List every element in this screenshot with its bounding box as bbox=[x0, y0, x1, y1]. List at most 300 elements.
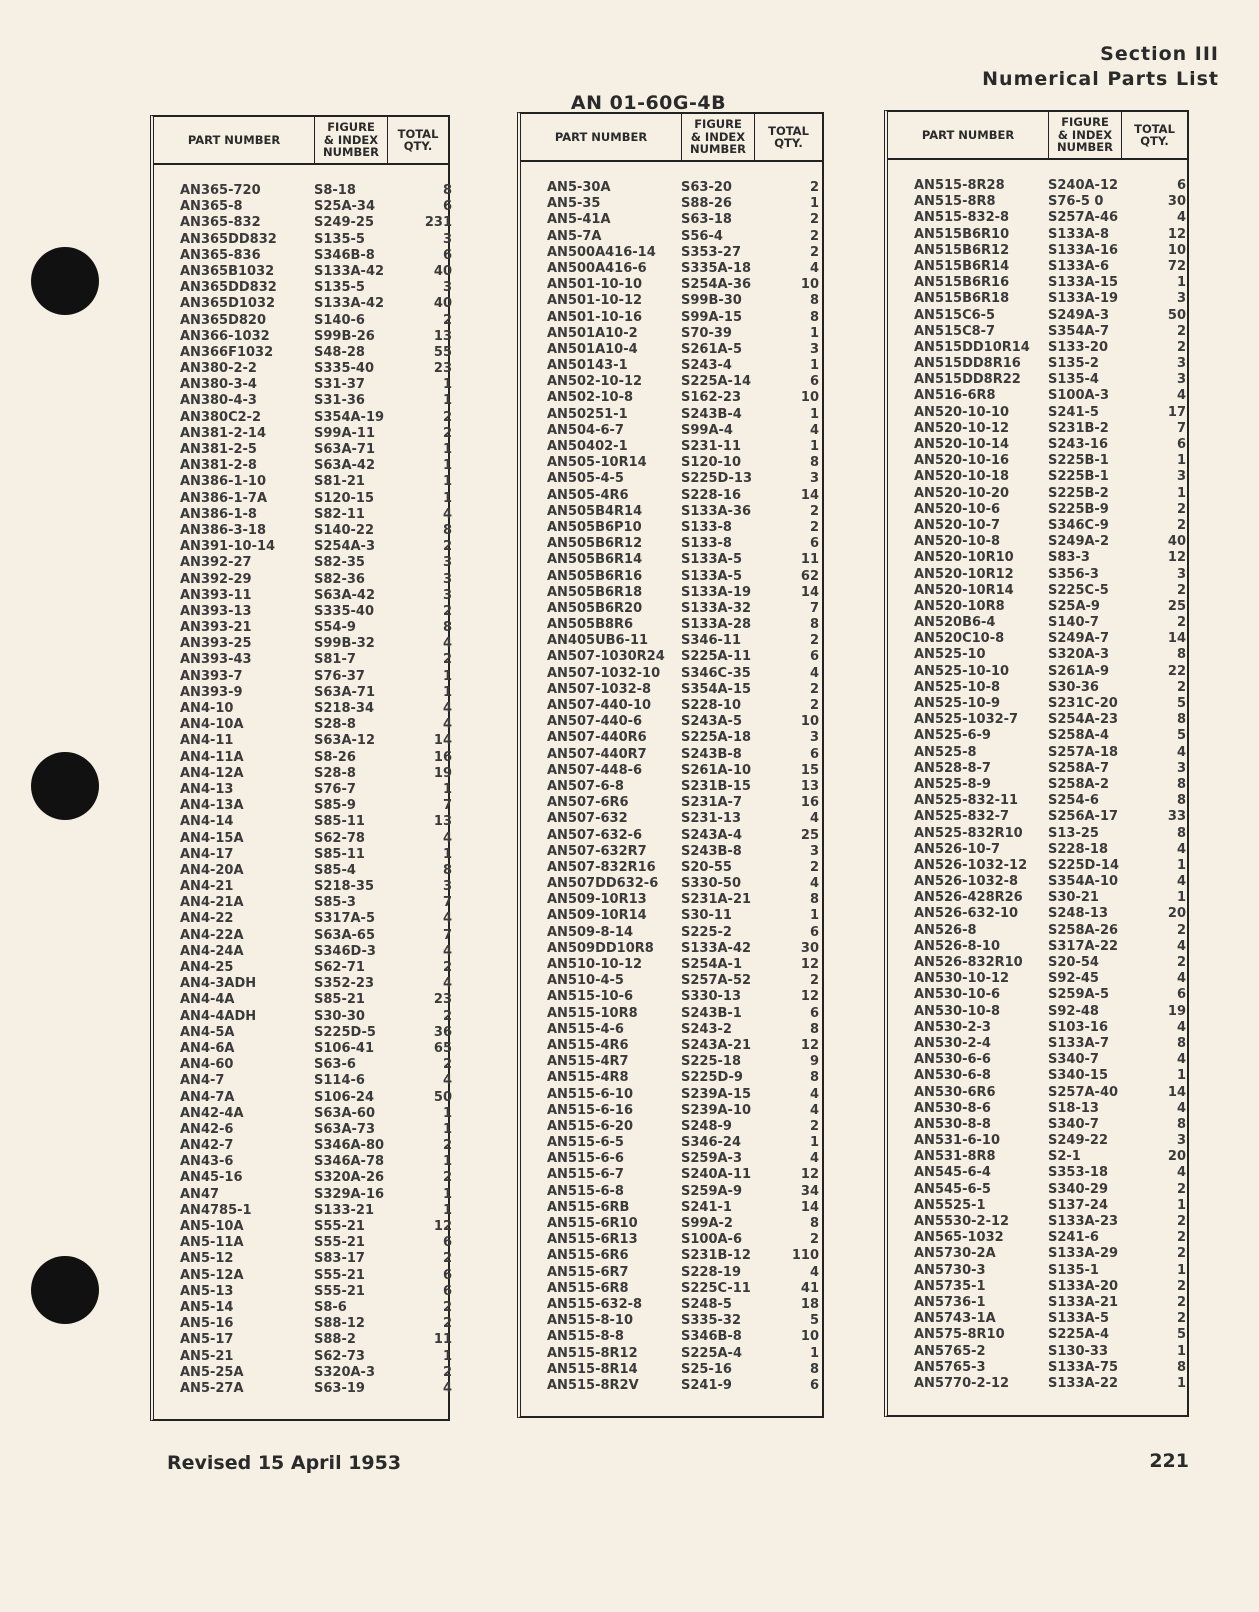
table-row bbox=[521, 229, 822, 245]
binder-hole bbox=[31, 1256, 99, 1324]
part-number: AN5-16 bbox=[180, 1316, 234, 1332]
table-row bbox=[154, 603, 452, 620]
part-number: AN515-6R6 bbox=[547, 1248, 629, 1264]
table-row bbox=[154, 1299, 452, 1316]
figure-index: S8-18 bbox=[314, 183, 356, 198]
total-qty: 7 bbox=[1176, 420, 1186, 436]
figure-index: S257A-40 bbox=[1048, 1084, 1119, 1100]
figure-index: S225B-2 bbox=[1048, 485, 1109, 501]
total-qty: 1 bbox=[442, 1121, 452, 1137]
figure-index: S218-34 bbox=[314, 701, 374, 716]
part-number: AN5530-2-12 bbox=[914, 1214, 1010, 1229]
total-qty: 2 bbox=[1176, 922, 1186, 938]
table-row bbox=[154, 247, 452, 264]
table-row bbox=[154, 1316, 452, 1332]
header-label: QTY. bbox=[774, 136, 803, 150]
table-row bbox=[154, 927, 452, 944]
part-number: AN510-10-12 bbox=[547, 957, 643, 972]
figure-index: S241-5 bbox=[1048, 404, 1099, 420]
figure-index: S335-40 bbox=[314, 603, 374, 619]
table-row bbox=[888, 388, 1187, 404]
part-number: AN42-7 bbox=[180, 1138, 234, 1154]
total-qty: 2 bbox=[442, 652, 452, 668]
total-qty: 6 bbox=[809, 374, 819, 390]
figure-index: S340-7 bbox=[1048, 1116, 1099, 1132]
part-number: AN4-21 bbox=[180, 879, 234, 895]
total-qty: 2 bbox=[809, 1232, 819, 1248]
total-qty: 12 bbox=[433, 1219, 452, 1234]
table-row bbox=[154, 296, 452, 312]
total-qty: 2 bbox=[1176, 582, 1186, 598]
total-qty: 4 bbox=[1176, 1165, 1186, 1181]
figure-index: S20-55 bbox=[681, 859, 732, 875]
total-qty: 6 bbox=[809, 536, 819, 552]
total-qty: 50 bbox=[433, 1089, 452, 1105]
total-qty: 7 bbox=[809, 600, 819, 616]
section-label: Section III bbox=[1100, 43, 1219, 65]
table-row bbox=[154, 652, 452, 668]
total-qty: 2 bbox=[1176, 501, 1186, 517]
table-row bbox=[521, 1346, 822, 1362]
binder-hole bbox=[31, 247, 99, 315]
figure-index: S135-2 bbox=[1048, 356, 1099, 372]
total-qty: 72 bbox=[1167, 258, 1186, 274]
figure-index: S133A-20 bbox=[1048, 1278, 1119, 1294]
figure-index: S133-21 bbox=[314, 1202, 374, 1218]
part-number: AN4-11A bbox=[180, 749, 244, 765]
column-header-figure-index bbox=[1049, 112, 1122, 158]
total-qty: 1 bbox=[809, 1345, 819, 1361]
total-qty: 14 bbox=[433, 733, 452, 749]
part-number: AN505B6R20 bbox=[547, 600, 643, 616]
table-row bbox=[154, 263, 452, 280]
total-qty: 15 bbox=[800, 762, 819, 778]
total-qty: 2 bbox=[1176, 1214, 1186, 1229]
figure-index: S239A-10 bbox=[681, 1102, 752, 1118]
figure-index: S30-36 bbox=[1048, 679, 1099, 695]
figure-index: S243B-1 bbox=[681, 1005, 742, 1021]
total-qty: 1 bbox=[1176, 1262, 1186, 1278]
total-qty: 8 bbox=[1176, 1359, 1186, 1375]
table-row bbox=[154, 1364, 452, 1381]
total-qty: 7 bbox=[442, 927, 452, 943]
column-header-part-number bbox=[521, 114, 682, 160]
table-row bbox=[154, 587, 452, 604]
figure-index: S254A-36 bbox=[681, 277, 752, 293]
header-label: FIGURE bbox=[694, 117, 742, 132]
total-qty: 1 bbox=[1176, 275, 1186, 291]
total-qty: 2 bbox=[442, 1057, 452, 1073]
table-row bbox=[154, 1283, 452, 1300]
part-number: AN505-10R14 bbox=[547, 455, 647, 471]
part-number: AN4-6A bbox=[180, 1040, 235, 1056]
table-row bbox=[888, 1263, 1187, 1279]
part-number: AN545-6-4 bbox=[914, 1165, 991, 1181]
total-qty: 4 bbox=[809, 876, 819, 892]
table-row bbox=[888, 210, 1187, 226]
table-row bbox=[888, 550, 1187, 566]
part-number: AN515-6-10 bbox=[547, 1086, 634, 1102]
part-number: AN507-440-6 bbox=[547, 714, 643, 730]
part-number: AN5-11A bbox=[180, 1235, 244, 1251]
figure-index: S317A-5 bbox=[314, 911, 376, 927]
table-row bbox=[521, 569, 822, 585]
figure-index: S56-4 bbox=[681, 228, 723, 244]
total-qty: 1 bbox=[809, 196, 819, 212]
part-number: AN520-10-12 bbox=[914, 420, 1010, 436]
part-number: AN4-13A bbox=[180, 798, 244, 814]
table-row bbox=[154, 1008, 452, 1025]
part-number: AN4-5A bbox=[180, 1024, 235, 1040]
part-number: AN4-4A bbox=[180, 992, 235, 1008]
figure-index: S28-8 bbox=[314, 717, 356, 733]
part-number: AN386-1-8 bbox=[180, 506, 257, 522]
figure-index: S243A-5 bbox=[681, 714, 743, 730]
part-number: AN515-8R2V bbox=[547, 1377, 639, 1393]
total-qty: 50 bbox=[1167, 307, 1186, 323]
figure-index: S241-6 bbox=[1048, 1230, 1099, 1246]
figure-index: S225A-4 bbox=[1048, 1327, 1110, 1343]
figure-index: S261A-5 bbox=[681, 341, 743, 357]
total-qty: 1 bbox=[442, 1348, 452, 1364]
total-qty: 1 bbox=[442, 1186, 452, 1202]
part-number: AN520-10R14 bbox=[914, 582, 1014, 598]
total-qty: 4 bbox=[809, 811, 819, 827]
figure-index: S243A-4 bbox=[681, 827, 743, 843]
table-row bbox=[154, 522, 452, 539]
part-number: AN525-832-11 bbox=[914, 793, 1019, 809]
figure-index: S231B-12 bbox=[681, 1248, 751, 1264]
table-row bbox=[888, 1149, 1187, 1165]
part-number: AN505-4R6 bbox=[547, 487, 629, 503]
total-qty: 1 bbox=[442, 1105, 452, 1121]
part-number: AN515-6R8 bbox=[547, 1280, 629, 1296]
table-row bbox=[888, 615, 1187, 631]
part-number: AN515-6-16 bbox=[547, 1102, 634, 1118]
total-qty: 2 bbox=[442, 409, 452, 425]
part-number: AN4-4ADH bbox=[180, 1008, 257, 1024]
parts-table bbox=[517, 112, 824, 1418]
total-qty: 19 bbox=[1167, 1003, 1186, 1019]
total-qty: 5 bbox=[1176, 696, 1186, 711]
total-qty: 1 bbox=[442, 1202, 452, 1218]
part-number: AN392-29 bbox=[180, 571, 252, 587]
total-qty: 6 bbox=[442, 199, 452, 215]
figure-index: S85-3 bbox=[314, 895, 356, 911]
part-number: AN4-24A bbox=[180, 943, 244, 959]
total-qty: 3 bbox=[1176, 469, 1186, 485]
part-number: AN515-6-20 bbox=[547, 1118, 634, 1134]
table-row bbox=[888, 259, 1187, 275]
table-row bbox=[154, 879, 452, 895]
table-row bbox=[888, 583, 1187, 599]
table-row bbox=[521, 957, 822, 973]
part-number: AN515-8R14 bbox=[547, 1361, 638, 1377]
part-number: AN4-17 bbox=[180, 846, 234, 862]
table-row bbox=[521, 1167, 822, 1183]
part-number: AN386-1-10 bbox=[180, 474, 267, 490]
table-row bbox=[521, 1103, 822, 1119]
figure-index: S354A-19 bbox=[314, 409, 385, 425]
figure-index: S31-37 bbox=[314, 377, 365, 393]
figure-index: S320A-26 bbox=[314, 1170, 385, 1186]
figure-index: S346A-80 bbox=[314, 1138, 385, 1154]
table-row bbox=[521, 828, 822, 844]
part-number: AN381-2-14 bbox=[180, 425, 267, 441]
figure-index: S85-4 bbox=[314, 862, 356, 878]
total-qty: 8 bbox=[809, 455, 819, 471]
total-qty: 7 bbox=[442, 895, 452, 911]
part-number: AN515-832-8 bbox=[914, 210, 1010, 226]
table-row bbox=[154, 911, 452, 927]
part-number: AN526-632-10 bbox=[914, 906, 1019, 922]
figure-index: S225-18 bbox=[681, 1054, 741, 1070]
total-qty: 1 bbox=[442, 490, 452, 506]
total-qty: 4 bbox=[442, 830, 452, 846]
total-qty: 1 bbox=[442, 668, 452, 684]
figure-index: S99B-30 bbox=[681, 293, 742, 309]
table-body bbox=[888, 160, 1187, 1392]
figure-index: S243-4 bbox=[681, 358, 732, 374]
figure-index: S249-22 bbox=[1048, 1133, 1108, 1149]
part-number: AN515B6R18 bbox=[914, 291, 1010, 307]
figure-index: S346-24 bbox=[681, 1135, 741, 1151]
figure-index: S330-50 bbox=[681, 876, 741, 892]
total-qty: 12 bbox=[800, 1167, 819, 1183]
part-number: AN515-6RB bbox=[547, 1199, 630, 1215]
part-number: AN530-8-6 bbox=[914, 1100, 991, 1116]
part-number: AN4-7 bbox=[180, 1073, 225, 1089]
total-qty: 3 bbox=[809, 843, 819, 859]
figure-index: S85-11 bbox=[314, 814, 365, 830]
table-row bbox=[521, 925, 822, 941]
part-number: AN50143-1 bbox=[547, 358, 628, 374]
table-row bbox=[888, 1117, 1187, 1133]
figure-index: S340-15 bbox=[1048, 1068, 1108, 1084]
table-row bbox=[888, 923, 1187, 939]
binder-hole bbox=[31, 752, 99, 820]
table-row bbox=[888, 906, 1187, 922]
table-row bbox=[521, 1119, 822, 1135]
table-row bbox=[154, 1024, 452, 1041]
total-qty: 6 bbox=[442, 1267, 452, 1283]
figure-index: S63A-42 bbox=[314, 458, 376, 474]
part-number: AN515-6R13 bbox=[547, 1232, 638, 1248]
total-qty: 2 bbox=[442, 1364, 452, 1380]
table-row bbox=[521, 1184, 822, 1200]
part-number: AN365DD832 bbox=[180, 231, 277, 247]
table-row bbox=[888, 275, 1187, 291]
table-row bbox=[888, 1068, 1187, 1084]
table-row bbox=[154, 377, 452, 393]
total-qty: 4 bbox=[809, 665, 819, 681]
part-number: AN515DD10R14 bbox=[914, 339, 1030, 355]
figure-index: S63-18 bbox=[681, 212, 732, 228]
figure-index: S241-1 bbox=[681, 1199, 732, 1215]
figure-index: S228-16 bbox=[681, 487, 741, 503]
total-qty: 1 bbox=[442, 1154, 452, 1170]
total-qty: 40 bbox=[433, 263, 452, 279]
figure-index: S140-22 bbox=[314, 522, 374, 538]
part-number: AN5-17 bbox=[180, 1332, 234, 1348]
figure-index: S231-11 bbox=[681, 439, 741, 454]
figure-index: S133A-7 bbox=[1048, 1035, 1110, 1051]
table-row bbox=[521, 617, 822, 633]
figure-index: S240A-11 bbox=[681, 1167, 752, 1183]
total-qty: 23 bbox=[433, 361, 452, 377]
part-number: AN531-6-10 bbox=[914, 1133, 1001, 1149]
total-qty: 3 bbox=[442, 571, 452, 587]
total-qty: 2 bbox=[1176, 1181, 1186, 1197]
figure-index: S106-41 bbox=[314, 1040, 374, 1056]
figure-index: S354A-10 bbox=[1048, 874, 1119, 890]
figure-index: S20-54 bbox=[1048, 955, 1099, 970]
part-number: AN515-6R10 bbox=[547, 1216, 638, 1231]
part-number: AN4-11 bbox=[180, 733, 234, 749]
part-number: AN391-10-14 bbox=[180, 539, 276, 555]
total-qty: 8 bbox=[809, 617, 819, 633]
table-row bbox=[888, 939, 1187, 955]
figure-index: S329A-16 bbox=[314, 1186, 385, 1202]
total-qty: 4 bbox=[442, 943, 452, 959]
part-number: AN515-8R12 bbox=[547, 1345, 638, 1361]
part-number: AN505B8R6 bbox=[547, 617, 634, 633]
total-qty: 8 bbox=[1176, 1035, 1186, 1051]
table-row bbox=[888, 1279, 1187, 1295]
table-row bbox=[521, 860, 822, 876]
total-qty: 4 bbox=[809, 422, 819, 438]
table-row bbox=[154, 474, 452, 490]
figure-index: S340-7 bbox=[1048, 1052, 1099, 1068]
total-qty: 2 bbox=[442, 539, 452, 555]
page-number: 221 bbox=[1149, 1450, 1189, 1472]
figure-index: S218-35 bbox=[314, 879, 374, 895]
table-row bbox=[888, 696, 1187, 712]
part-number: AN5736-1 bbox=[914, 1294, 986, 1310]
total-qty: 6 bbox=[1176, 437, 1186, 452]
table-row bbox=[888, 1052, 1187, 1068]
total-qty: 2 bbox=[442, 1008, 452, 1024]
total-qty: 2 bbox=[809, 228, 819, 244]
total-qty: 2 bbox=[1176, 517, 1186, 533]
table-row bbox=[521, 844, 822, 860]
part-number: AN515C6-5 bbox=[914, 307, 996, 323]
figure-index: S92-48 bbox=[1048, 1003, 1099, 1019]
table-row bbox=[154, 1348, 452, 1365]
part-number: AN386-1-7A bbox=[180, 490, 268, 506]
total-qty: 2 bbox=[442, 1170, 452, 1186]
header-label: QTY. bbox=[403, 139, 433, 153]
part-number: AN515-4R8 bbox=[547, 1070, 629, 1086]
table-row bbox=[521, 358, 822, 374]
figure-index: S231B-15 bbox=[681, 778, 751, 794]
part-number: AN530-10-12 bbox=[914, 971, 1010, 987]
table-row bbox=[521, 666, 822, 682]
figure-index: S346C-35 bbox=[681, 665, 751, 681]
table-row bbox=[521, 649, 822, 665]
table-row bbox=[154, 231, 452, 248]
section-title: Numerical Parts List bbox=[982, 68, 1219, 90]
total-qty: 8 bbox=[1176, 712, 1186, 728]
total-qty: 8 bbox=[809, 1021, 819, 1037]
table-row bbox=[154, 814, 452, 830]
figure-index: S249A-2 bbox=[1048, 534, 1110, 550]
figure-index: S82-35 bbox=[314, 555, 365, 571]
figure-index: S76-5 0 bbox=[1048, 194, 1104, 210]
header-label: & INDEX bbox=[1057, 127, 1113, 142]
figure-index: S114-6 bbox=[314, 1073, 365, 1089]
part-number: AN525-832-7 bbox=[914, 809, 1010, 825]
table-row bbox=[888, 809, 1187, 825]
table-row bbox=[521, 1216, 822, 1232]
figure-index: S225D-9 bbox=[681, 1070, 743, 1086]
total-qty: 8 bbox=[809, 1216, 819, 1231]
table-row bbox=[521, 407, 822, 423]
total-qty: 2 bbox=[809, 244, 819, 260]
figure-index: S259A-5 bbox=[1048, 987, 1110, 1003]
table-row bbox=[888, 469, 1187, 485]
part-number: AN526-832R10 bbox=[914, 955, 1023, 970]
figure-index: S320A-3 bbox=[314, 1364, 376, 1380]
part-number: AN520-10-6 bbox=[914, 501, 1001, 517]
column-header-total-qty bbox=[388, 117, 448, 163]
table-row bbox=[521, 1265, 822, 1281]
header-label: TOTAL bbox=[397, 126, 439, 141]
part-number: AN530-6R6 bbox=[914, 1084, 996, 1100]
total-qty: 33 bbox=[1167, 809, 1186, 825]
header-label: QTY. bbox=[1140, 134, 1169, 148]
part-number: AN4-60 bbox=[180, 1057, 234, 1073]
part-number: AN502-10-8 bbox=[547, 390, 634, 406]
part-number: AN393-11 bbox=[180, 587, 252, 603]
table-row bbox=[154, 539, 452, 555]
total-qty: 20 bbox=[1167, 1149, 1186, 1165]
figure-index: S346B-8 bbox=[314, 247, 375, 263]
part-number: AN515-8-8 bbox=[547, 1329, 624, 1345]
part-number: AN500A416-6 bbox=[547, 260, 647, 276]
figure-index: S55-21 bbox=[314, 1267, 365, 1283]
total-qty: 2 bbox=[809, 1118, 819, 1134]
figure-index: S62-73 bbox=[314, 1348, 365, 1364]
part-number: AN515DD8R16 bbox=[914, 356, 1021, 372]
part-number: AN515-10-6 bbox=[547, 989, 634, 1005]
figure-index: S82-36 bbox=[314, 571, 365, 587]
figure-index: S63A-71 bbox=[314, 684, 376, 700]
table-row bbox=[521, 536, 822, 552]
total-qty: 14 bbox=[800, 584, 819, 600]
table-row bbox=[888, 356, 1187, 372]
total-qty: 8 bbox=[809, 293, 819, 309]
table-row bbox=[521, 245, 822, 261]
table-row bbox=[888, 1230, 1187, 1246]
table-row bbox=[888, 178, 1187, 194]
total-qty: 13 bbox=[433, 328, 452, 344]
table-row bbox=[888, 842, 1187, 858]
header-label: NUMBER bbox=[323, 145, 379, 160]
table-row bbox=[521, 390, 822, 406]
document-id: AN 01-60G-4B bbox=[570, 92, 727, 114]
total-qty: 7 bbox=[442, 798, 452, 814]
part-number: AN520-10-7 bbox=[914, 517, 1001, 533]
total-qty: 6 bbox=[809, 1005, 819, 1021]
total-qty: 3 bbox=[442, 587, 452, 603]
table-row bbox=[888, 340, 1187, 356]
table-row bbox=[154, 1186, 452, 1203]
total-qty: 1 bbox=[442, 684, 452, 700]
figure-index: S99A-15 bbox=[681, 309, 743, 325]
part-number: AN520-10-14 bbox=[914, 437, 1010, 452]
table-row bbox=[154, 798, 452, 814]
